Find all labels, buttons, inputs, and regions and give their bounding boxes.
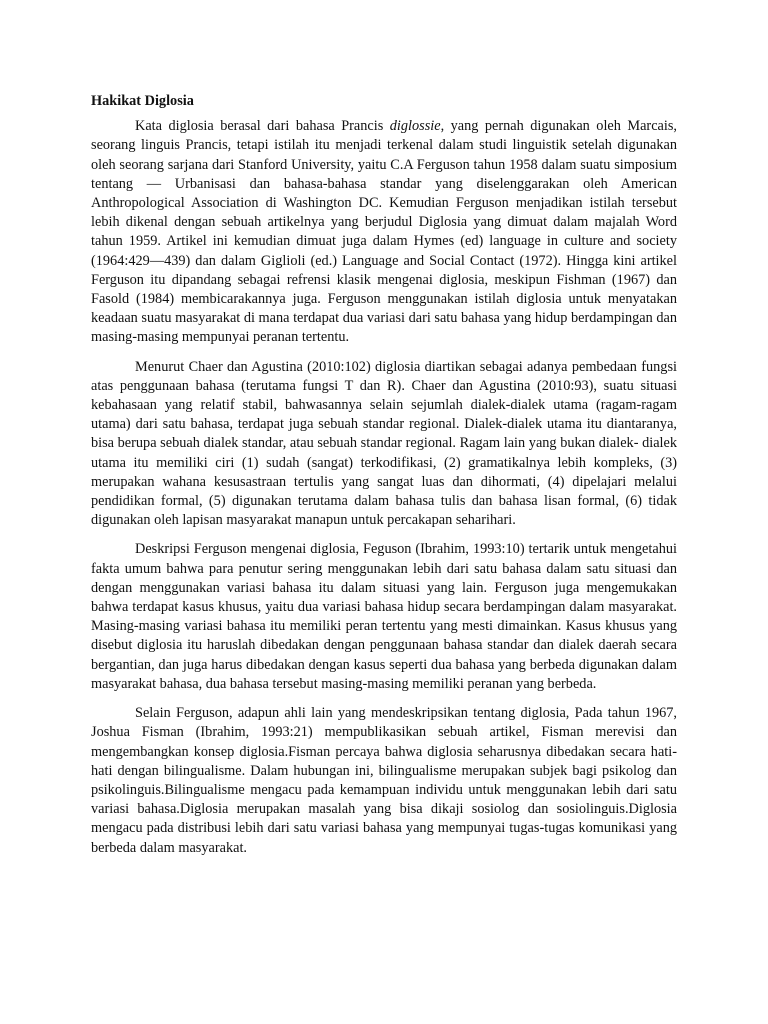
- italic-term: diglossie: [389, 118, 441, 135]
- paragraph-3: Deskripsi Ferguson mengenai diglosia, Feguson (Ibrahim, 1993:10) tertarik untuk mengetahui fakta umum bahwa para penutur sering menggunakan lebih dari satu bahasa dalam satu situasi dan dengan menggunakan variasi bahasa itu dalam situasi yang lain. Ferguson juga mengemukakan bahwa terdapat kasus khusus, yaitu dua variasi bahasa hidup secara berdampingan dalam masyarakat. Masing-masing variasi bahasa itu memiliki peran tertentu yang mesti dimainkan. Kasus khusus yang disebut diglosia itu haruslah dibedakan dengan penggunaan bahasa standar dan dialek daerah secara bergantian, dan juga harus dibedakan dengan kasus seperti dua bahasa yang berbeda digunakan dalam masyarakat bahasa, dua bahasa tersebut masing-masing memiliki peranan yang berbeda.: [91, 541, 677, 692]
- paragraph-1: [91, 117, 677, 347]
- paragraph-1-lead: Kata diglosia berasal dari bahasa Prancis: [135, 118, 390, 135]
- paragraph-2: Menurut Chaer dan Agustina (2010:102) diglosia diartikan sebagai adanya pembedaan fungsi atas penggunaan bahasa (terutama fungsi T dan R). Chaer dan Agustina (2010:93), suatu situasi kebahasaan yang relatif stabil, bahwasannya selain sejumlah dialek-dialek utama (ragam-ragam utama) dari satu bahasa, terdapat juga sebuah standar regional. Dialek-dialek utama itu diantaranya, bisa berupa sebuah dialek standar, atau sebuah standar regional. Ragam lain yang bukan dialek- dialek utama itu memiliki ciri (1) sudah (sangat) terkodifikasi, (2) gramatikalnya lebih kompleks, (3) merupakan wahana kesusastraan tertulis yang sangat luas dan dihormati, (4) dipelajari melalui pendidikan formal, (5) digunakan terutama dalam bahasa tulis dan bahasa lisan formal, (6) tidak digunakan oleh lapisan masyarakat manapun untuk percakapan seharihari.: [91, 358, 677, 529]
- paragraph-4: Selain Ferguson, adapun ahli lain yang mendeskripsikan tentang diglosia, Pada tahun 1967, Joshua Fisman (Ibrahim, 1993:21) mempublikasikan sebuah artikel, Fisman merevisi dan mengembangkan konsep diglosia.Fisman percaya bahwa diglosia seharusnya dibedakan secara hati-hati dengan bilingualisme. Dalam hubungan ini, bilingualisme merupakan subjek bagi psikolog dan psikolinguis.Bilingualisme mengacu pada kemampuan individu untuk menggunakan lebih dari satu variasi bahasa.Diglosia merupakan masalah yang bisa dikaji sosiolog dan sosiolinguis.Diglosia mengacu pada distribusi lebih dari satu variasi bahasa yang mempunyai tugas-tugas komunikasi yang berbeda dalam masyarakat.: [91, 705, 677, 856]
- section-heading: Hakikat Diglosia: [91, 93, 194, 109]
- document-body: [91, 92, 677, 868]
- paragraph-1-rest: , yang pernah digunakan oleh Marcais, seorang linguis Prancis, tetapi istilah itu menjadi terkenal dalam studi linguistik setelah digunakan oleh seorang sarjana dari Stanford University, yaitu C.A Ferguson tahun 1958 dalam suatu simposium tentang — Urbanisasi dan bahasa-bahasa standar yang diselenggarakan oleh American Anthropological Association di Washington DC. Kemudian Ferguson menjadikan istilah tersebut lebih dikenal dengan sebuah artikelnya yang berjudul Diglosia yang dimuat dalam majalah Word tahun 1959. Artikel ini kemudian dimuat juga dalam Hymes (ed) language in culture and society (1964:429—439) dan dalam Giglioli (ed.) Language and Social Contact (1972). Hingga kini artikel Ferguson itu dipandang sebagai refrensi klasik mengenai diglosia, meskipun Fishman (1967) dan Fasold (1984) membicarakannya juga. Ferguson menggunakan istilah diglosia untuk menyatakan keadaan suatu masyarakat di mana terdapat dua variasi dari satu bahasa yang hidup berdampingan dan masing-masing mempunyai peranan tertentu.: [91, 118, 677, 346]
